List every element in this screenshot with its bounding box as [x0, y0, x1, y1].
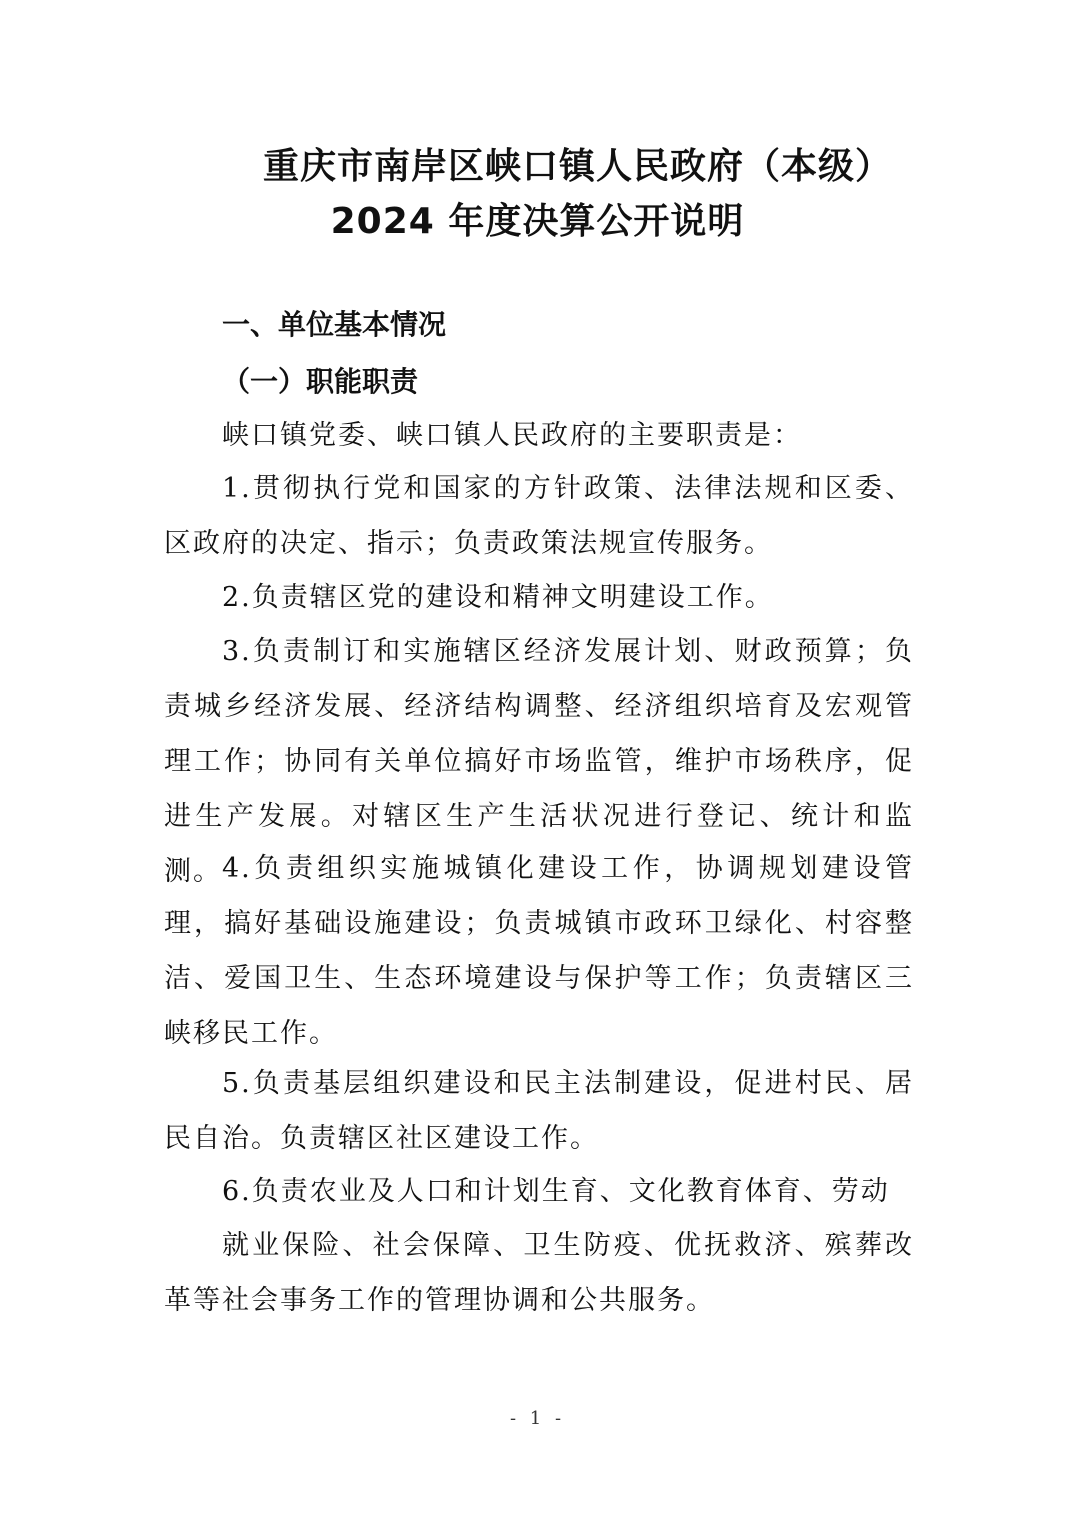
intro-paragraph: 峡口镇党委、峡口镇人民政府的主要职责是：	[222, 420, 802, 451]
duty-item-4: 4.负责组织实施城镇化建设工作，协调规划建设管理，搞好基础设施建设；负责城镇市政环卫绿化、村容整洁、爱国卫生、生态环境建设与保护等工作；负责辖区三峡移民工作。	[164, 853, 914, 1049]
duty-item-6: 6.负责农业及人口和计划生育、文化教育体育、劳动	[222, 1176, 890, 1207]
duty-item-1: 1.贯彻执行党和国家的方针政策、法律法规和区委、区政府的决定、指示；负责政策法规宣传服务。	[164, 473, 914, 559]
duty-item-2: 2.负责辖区党的建设和精神文明建设工作。	[222, 582, 774, 613]
subsection-heading: （一）职能职责	[222, 365, 419, 398]
document-title-line1: 重庆市南岸区峡口镇人民政府（本级）	[262, 146, 892, 187]
page-number: - 1 -	[509, 1408, 566, 1429]
document-title-line2: 2024 年度决算公开说明	[330, 201, 745, 242]
duty-item-3: 3.负责制订和实施辖区经济发展计划、财政预算；负责城乡经济发展、经济结构调整、经济组织培育及宏观管理工作；协同有关单位搞好市场监管，维护市场秩序，促进生产发展。对辖区生产生活状况进行登记、统计和监测。	[164, 636, 914, 887]
duty-item-5: 5.负责基层组织建设和民主法制建设，促进村民、居民自治。负责辖区社区建设工作。	[164, 1068, 914, 1154]
duty-item-6-continued: 就业保险、社会保障、卫生防疫、优抚救济、殡葬改革等社会事务工作的管理协调和公共服务。	[164, 1230, 914, 1316]
section-heading: 一、单位基本情况	[222, 308, 447, 341]
